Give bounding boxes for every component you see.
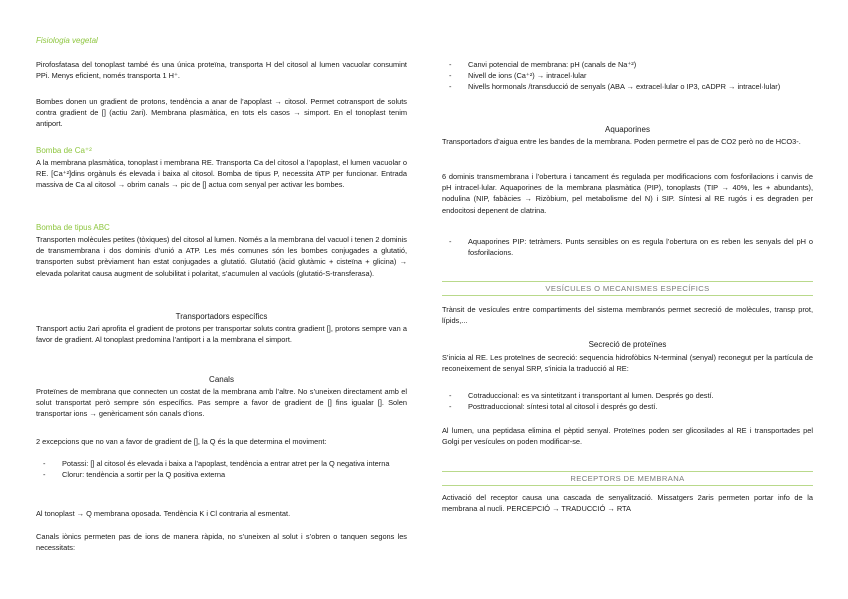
section-banner-vesicles: VESÍCULES O MECANISMES ESPECÍFICS	[442, 281, 813, 296]
list-item: - Nivell de ions (Ca⁺²) → intracel·lular	[442, 70, 813, 81]
heading-abc-pump: Bomba de tipus ABC	[36, 223, 110, 232]
channel-regulation-list	[442, 59, 813, 93]
paragraph-ion-channels: Canals iònics permeten pas de ions de manera ràpida, no s’uneixen al solut i s’obren o tanquen segons les necessitats:	[36, 532, 407, 553]
heading-channels: Canals	[209, 375, 234, 384]
paragraph-tonoplast: Al tonoplast → Q membrana oposada. Tendència K i Cl contraria al esmentat.	[36, 509, 291, 518]
translation-list	[442, 390, 813, 412]
heading-specific-transporters: Transportadors específics	[175, 312, 268, 321]
paragraph-abc-pump: Transporten molècules petites (tòxiques) del citosol al lumen. Només a la membrana del vacuol i tenen 2 dominis de transmembrana i dos dominis d’unió a ATP. Les més comunes són les bombes conjugades a glutatió, transporten subst prèviament han estat conjugades a glutatió. Glutatió (àcid glutàmic + cisteïna + glicina) → elevada polaritat causa augment de solubilitat i polaritat, s’acumulen al vacúols (glutatió-S-transferasa).	[36, 235, 407, 278]
list-item: - Canvi potencial de membrana: pH (canals de Na⁺²)	[442, 59, 813, 70]
list-item: - Aquaporines PIP: tetràmers. Punts sensibles on es regula l’obertura on es reben les senyals del pH o fosforilacions.	[442, 236, 813, 258]
heading-protein-secretion: Secreció de proteïnes	[588, 340, 667, 349]
paragraph-specific-transporters: Transport actiu 2ari aprofita el gradient de protons per transportar soluts contra gradient [], protons sempre van a favor de gradient. Al tonoplast predomina l’antiport i a la membrana el simport.	[36, 324, 407, 345]
list-item: - Posttraduccional: síntesi total al citosol i després go destí.	[442, 401, 813, 412]
list-item: - Cotraduccional: es va sintetitzant i transportant al lumen. Després go destí.	[442, 390, 813, 401]
section-banner-receptors: RECEPTORS DE MEMBRANA	[442, 471, 813, 486]
paragraph-channels: Proteïnes de membrana que connecten un costat de la membrana amb l’altre. No s’uneixen directament amb el solut transportat però sempre són específics. Pas sempre a favor de gradient de [] fins igualar []. Solen transportar ions → genèricament són canals d’ions.	[36, 387, 407, 419]
paragraph-calcium-pump: A la membrana plasmàtica, tonoplast i membrana RE. Transporta Ca del citosol a l’apoplast, el lumen vacuolar o RE. [Ca⁺²]dins orgànuls és elevada i baixa al citosol. Bomba de tipus P, necessita ATP per funcionar. Entrada massiva de Ca al citosol → obrim canals → pic de [] actua com senyal per activar les bombes.	[36, 158, 407, 190]
paragraph-pumps-gradient: Bombes donen un gradient de protons, tendència a anar de l’apoplast → citosol. Permet cotransport de soluts contra gradient de [] (actiu 2ari). Membrana plasmàtica, en tots els casos → simport. En el tonoplast tenim antiport.	[36, 97, 407, 129]
page-header: Fisiologia vegetal	[36, 36, 98, 45]
pip-list	[442, 236, 813, 258]
paragraph-aquaporins: Transportadors d’aigua entre les bandes de la membrana. Poden permetre el pas de CO2 però no de HCO3-.	[442, 137, 801, 146]
exceptions-list	[36, 458, 407, 480]
list-item: - Clorur: tendència a sortir per la Q positiva externa	[36, 469, 407, 480]
paragraph-pyrophosphatase: Pirofosfatasa del tonoplast també és una única proteïna, transporta H del citosol al lumen vacuolar consumint PPi. Menys eficient, només transporta 1 H⁺.	[36, 60, 407, 81]
paragraph-receptors: Activació del receptor causa una cascada de senyalització. Missatgers 2aris permeten portar info de la membrana al nucli. PERCEPCIÓ → TRADUCCIÓ → RTA	[442, 493, 813, 514]
heading-aquaporins: Aquaporines	[605, 125, 650, 134]
paragraph-aquaporin-domains: 6 dominis transmembrana i l’obertura i tancament és regulada per modificacions com fosforilacions i canvis de pH intracel·lular. Aquaporines de la membrana plasmàtica (PIP), tonoplasts (TIP → 40%, les + abundants), nodulina (NIP, fabàcies → Rizòbium, pel metabolisme del N) i SIP. Síntesi al RE rugós i es degraden per endocitosi depenent de clatrina.	[442, 172, 813, 215]
paragraph-protein-secretion: S’inicia al RE. Les proteïnes de secreció: sequencia hidrofòbics N-terminal (senyal) reconegut per la partícula de reconeixement de senyal SRP, s’inicia la traducció al RE:	[442, 353, 813, 374]
paragraph-peptidase: Al lumen, una peptidasa elimina el pèptid senyal. Proteïnes poden ser glicosilades al RE i transportades pel Golgi per vesícules on poden modificar-se.	[442, 426, 813, 447]
paragraph-exceptions: 2 excepcions que no van a favor de gradient de [], la Q és la que determina el moviment:	[36, 437, 327, 446]
paragraph-vesicle-transit: Trànsit de vesícules entre compartiments del sistema membranós permet secreció de molècules, transp prot, lípids,...	[442, 305, 813, 326]
list-item: - Nivells hormonals /transducció de senyals (ABA → extracel·lular o IP3, cADPR → intracel·lular)	[442, 81, 813, 92]
list-item: - Potassi: [] al citosol és elevada i baixa a l’apoplast, tendència a entrar atret per la Q negativa interna	[36, 458, 407, 469]
heading-calcium-pump: Bomba de Ca⁺²	[36, 146, 92, 155]
